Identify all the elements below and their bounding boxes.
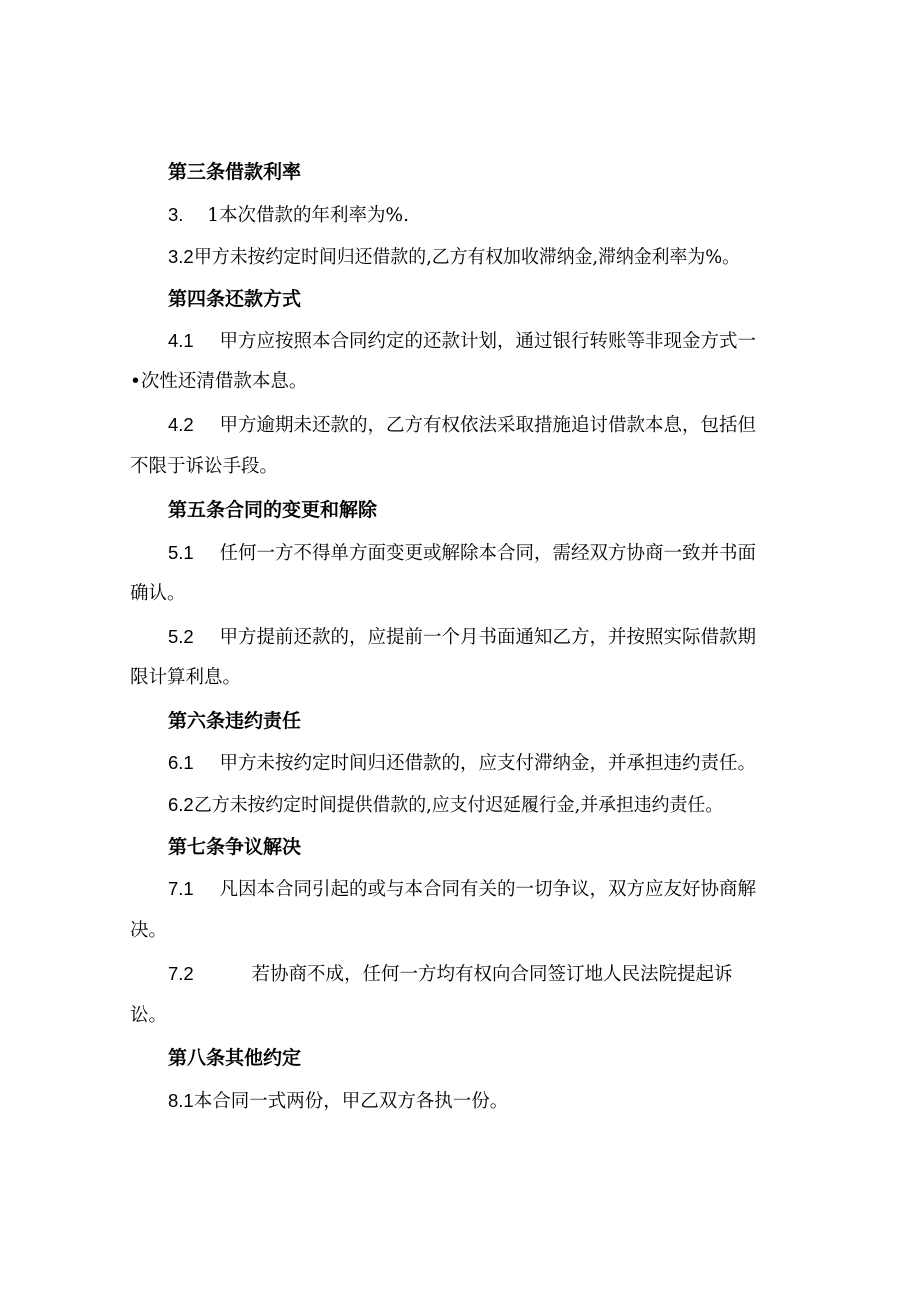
clause-text: 1本次借款的年利率为%.: [207, 205, 409, 226]
clause-text: 任何一方不得单方面变更或解除本合同，需经双方协商一致并书面: [219, 543, 757, 564]
section-4-heading: 第四条还款方式: [168, 288, 302, 310]
clause-text: 若协商不成，任何一方均有权向合同签订地人民法院提起诉: [251, 964, 733, 985]
clause-number: 5.2: [168, 626, 194, 647]
clause-3-1: [168, 203, 409, 228]
clause-4-1-continuation: •次性还清借款本息。: [130, 371, 308, 392]
clause-number: 5.1: [168, 542, 194, 563]
clause-7-1: [168, 877, 756, 902]
clause-5-2-continuation: 限计算利息。: [130, 667, 242, 688]
clause-text: 本合同一式两份，甲乙双方各执一份。: [193, 1091, 509, 1112]
section-8-heading: 第八条其他约定: [168, 1047, 302, 1069]
clause-4-1: [168, 329, 756, 354]
clause-7-1-continuation: 决。: [130, 920, 168, 941]
clause-number: 3.2: [168, 246, 194, 267]
clause-number: 4.2: [168, 414, 194, 435]
clause-5-1-continuation: 确认。: [130, 583, 186, 604]
clause-7-2-continuation: 讼。: [130, 1005, 168, 1026]
clause-number: 6.1: [168, 752, 194, 773]
clause-6-2: [168, 793, 742, 818]
clause-text: 甲方应按照本合同约定的还款计划，通过银行转账等非现金方式一: [219, 331, 757, 352]
clause-number: 8.1: [168, 1090, 194, 1111]
clause-4-2-continuation: 不限于诉讼手段。: [130, 456, 279, 477]
clause-8-1: [168, 1089, 508, 1114]
clause-number: 7.2: [168, 963, 194, 984]
clause-text: 凡因本合同引起的或与本合同有关的一切争议，双方应友好协商解: [219, 879, 757, 900]
clause-text: 甲方逾期未还款的，乙方有权依法采取措施追讨借款本息，包括但: [219, 415, 757, 436]
clause-text: 甲方提前还款的，应提前一个月书面通知乙方，并按照实际借款期: [219, 627, 757, 648]
clause-number: 6.2: [168, 794, 194, 815]
clause-3-2: [168, 245, 760, 270]
section-3-heading: 第三条借款利率: [168, 161, 302, 183]
clause-number: 3.: [168, 204, 184, 225]
section-5-heading: 第五条合同的变更和解除: [168, 499, 378, 521]
clause-text: 乙方未按约定时间提供借款的,应支付迟延履行金,并承担违约责任。: [193, 795, 723, 816]
clause-5-1: [168, 541, 756, 566]
clause-5-2: [168, 625, 756, 650]
section-7-heading: 第七条争议解决: [168, 836, 302, 858]
section-6-heading: 第六条违约责任: [168, 710, 302, 732]
clause-6-1: [168, 751, 756, 776]
clause-4-2: [168, 413, 756, 438]
clause-number: 4.1: [168, 330, 194, 351]
clause-text: 甲方未按约定时间归还借款的，应支付滞纳金，并承担违约责任。: [219, 753, 757, 774]
clause-7-2: [168, 962, 733, 987]
clause-text: 甲方未按约定时间归还借款的,乙方有权加收滞纳金,滞纳金利率为%。: [193, 247, 740, 268]
clause-number: 7.1: [168, 878, 194, 899]
